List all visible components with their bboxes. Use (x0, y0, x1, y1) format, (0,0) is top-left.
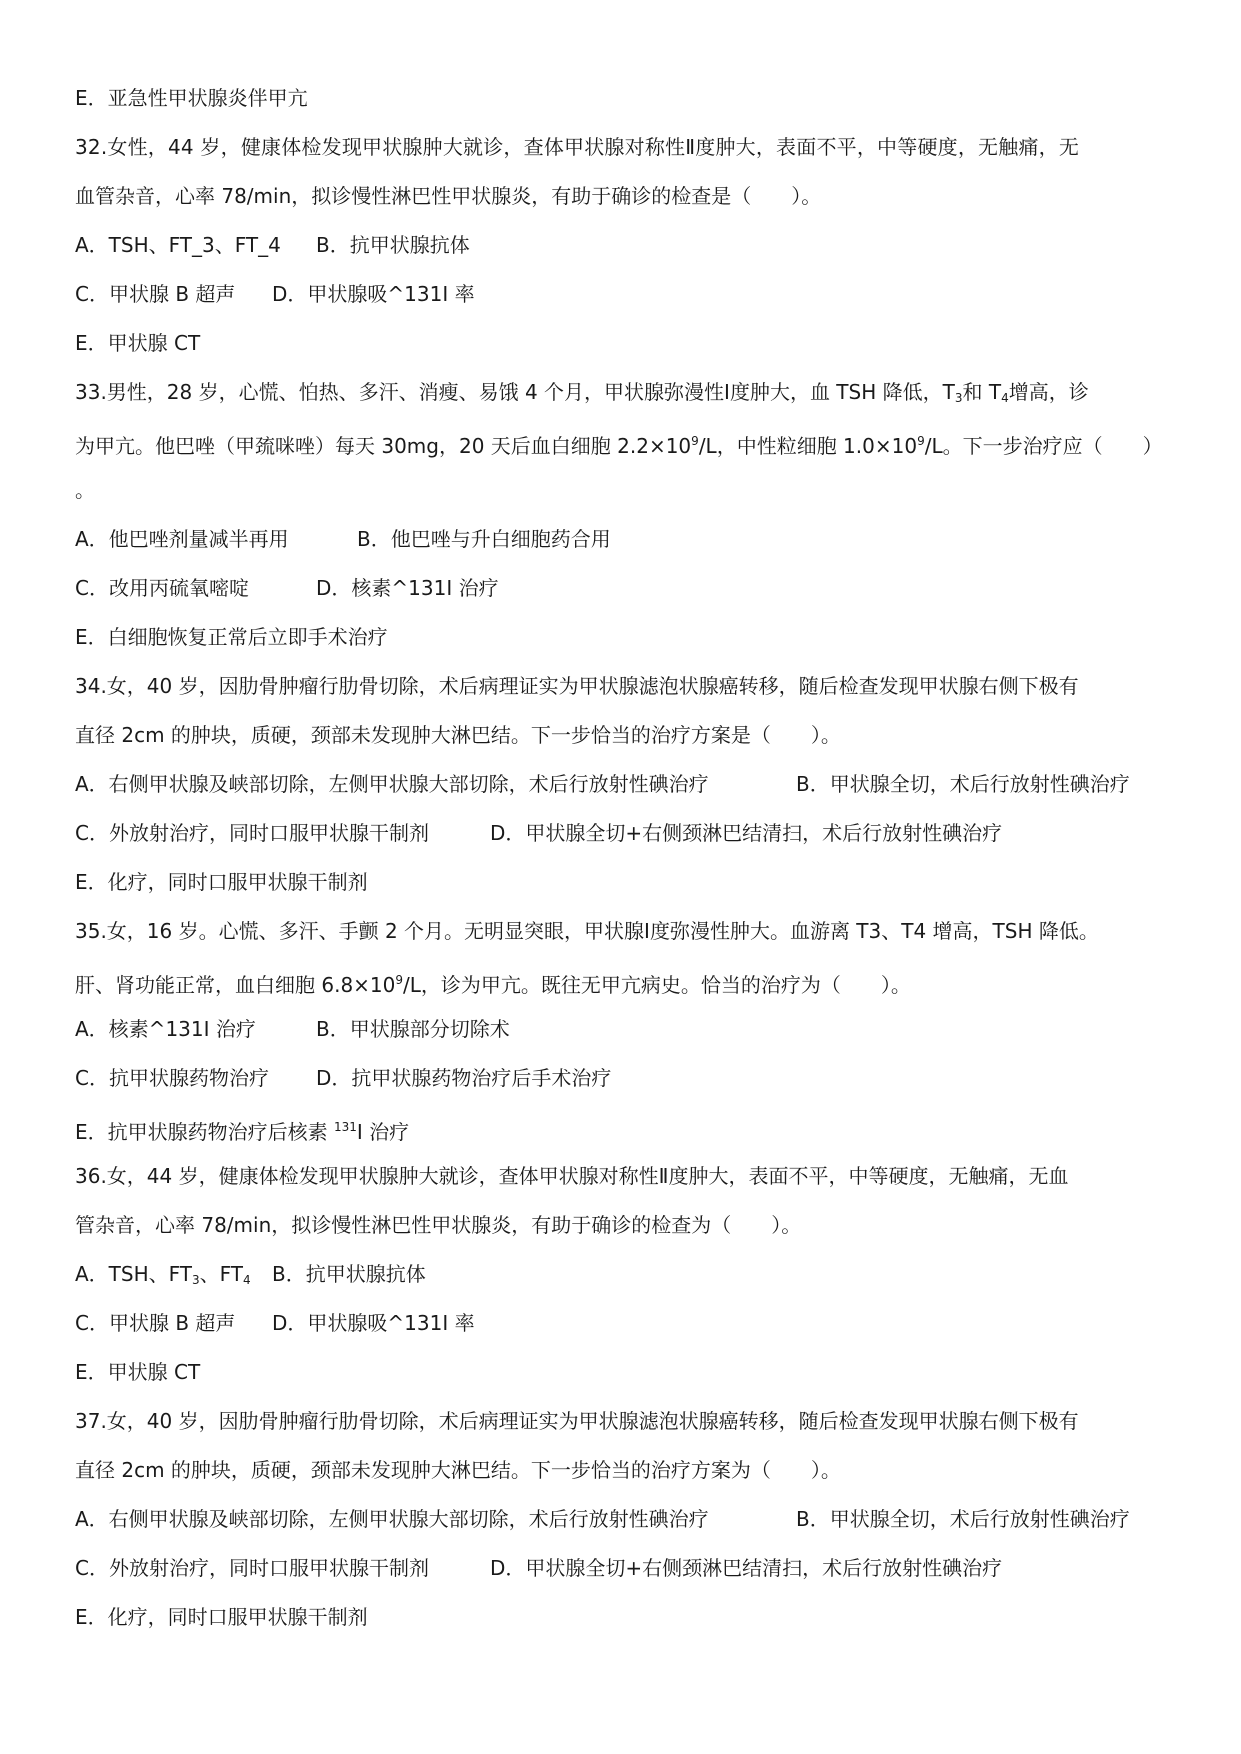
question-33-line-2 (75, 427, 1163, 460)
option-a-q34: A．右侧甲状腺及峡部切除，左侧甲状腺大部切除，术后行放射性碘治疗 (75, 772, 709, 796)
option-e-q37: E．化疗，同时口服甲状腺干制剂 (75, 1605, 368, 1629)
q33-text-part: 为甲亢。他巴唑（甲巯咪唑）每天 30mg，20 天后血白细胞 2.2×10 (75, 434, 692, 458)
option-c-q32: C．甲状腺 B 超声 (75, 282, 236, 306)
question-33-line-1 (75, 378, 1089, 412)
option-a-q36 (75, 1260, 251, 1294)
option-a-q33: A．他巴唑剂量减半再用 (75, 527, 289, 551)
superscript: 9 (395, 973, 404, 987)
question-32-line-2: 血管杂音，心率 78/min，拟诊慢性淋巴性甲状腺炎，有助于确诊的检查是（ ）。 (75, 184, 822, 208)
option-b-q34: B．甲状腺全切，术后行放射性碘治疗 (796, 772, 1130, 796)
option-b-q36: B．抗甲状腺抗体 (272, 1262, 426, 1286)
option-c-q33: C．改用丙硫氧嘧啶 (75, 576, 249, 600)
subscript: 3 (192, 1273, 200, 1287)
q33-text-part: 和 T (962, 380, 1002, 404)
superscript: 9 (917, 434, 925, 448)
question-37-line-1: 37.女，40 岁，因肋骨肿瘤行肋骨切除，术后病理证实为甲状腺滤泡状腺癌转移，随后检查发现甲状腺右侧下极有 (75, 1409, 1079, 1433)
question-34-line-2: 直径 2cm 的肿块，质硬，颈部未发现肿大淋巴结。下一步恰当的治疗方案是（ ）。 (75, 723, 841, 747)
subscript: 3 (954, 391, 963, 405)
question-37-line-2: 直径 2cm 的肿块，质硬，颈部未发现肿大淋巴结。下一步恰当的治疗方案为（ ）。 (75, 1458, 841, 1482)
q33-text-part: 33.男性，28 岁，心慌、怕热、多汗、消瘦、易饿 4 个月，甲状腺弥漫性Ⅰ度肿大，血 TSH 降低，T (75, 380, 955, 404)
option-d-q34: D．甲状腺全切+右侧颈淋巴结清扫，术后行放射性碘治疗 (490, 821, 1003, 845)
question-35-line-1: 35.女，16 岁。心慌、多汗、手颤 2 个月。无明显突眼，甲状腺Ⅰ度弥漫性肿大。血游离 T3、T4 增高，TSH 降低。 (75, 919, 1099, 943)
option-a-q32: A．TSH、FT_3、FT_4 (75, 233, 281, 257)
option-e-q35 (75, 1113, 409, 1146)
q35-option-e-text: I 治疗 (356, 1120, 410, 1144)
question-36-line-2: 管杂音，心率 78/min，拟诊慢性淋巴性甲状腺炎，有助于确诊的检查为（ ）。 (75, 1213, 802, 1237)
option-c-q35: C．抗甲状腺药物治疗 (75, 1066, 269, 1090)
option-b-q32: B．抗甲状腺抗体 (316, 233, 470, 257)
option-d-q36: D．甲状腺吸^131I 率 (272, 1311, 475, 1335)
option-c-q37: C．外放射治疗，同时口服甲状腺干制剂 (75, 1556, 429, 1580)
question-34-line-1: 34.女，40 岁，因肋骨肿瘤行肋骨切除，术后病理证实为甲状腺滤泡状腺癌转移，随后检查发现甲状腺右侧下极有 (75, 674, 1079, 698)
q33-text-part: /L，中性粒细胞 1.0×10 (698, 434, 918, 458)
q35-text-part: 肝、肾功能正常，血白细胞 6.8×10 (75, 973, 396, 997)
option-d-q32: D．甲状腺吸^131I 率 (272, 282, 475, 306)
option-a-q35: A．核素^131I 治疗 (75, 1017, 256, 1041)
q33-text-part: /L。下一步治疗应（ ） (924, 434, 1163, 458)
option-d-q35: D．抗甲状腺药物治疗后手术治疗 (316, 1066, 612, 1090)
question-36-line-1: 36.女，44 岁，健康体检发现甲状腺肿大就诊，查体甲状腺对称性Ⅱ度肿大，表面不平，中等硬度，无触痛，无血 (75, 1164, 1069, 1188)
option-c-q36: C．甲状腺 B 超声 (75, 1311, 236, 1335)
superscript: 9 (691, 434, 699, 448)
option-e-q33: E．白细胞恢复正常后立即手术治疗 (75, 625, 388, 649)
option-e-q32: E．甲状腺 CT (75, 331, 201, 355)
q35-text-part: /L，诊为甲亢。既往无甲亢病史。恰当的治疗为（ ）。 (403, 973, 911, 997)
option-b-q37: B．甲状腺全切，术后行放射性碘治疗 (796, 1507, 1130, 1531)
q33-text-part: 增高，诊 (1008, 380, 1089, 404)
option-d-q37: D．甲状腺全切+右侧颈淋巴结清扫，术后行放射性碘治疗 (490, 1556, 1003, 1580)
option-d-q33: D．核素^131I 治疗 (316, 576, 499, 600)
subscript: 4 (243, 1273, 251, 1287)
superscript: 131 (334, 1120, 357, 1134)
question-33-line-3: 。 (75, 478, 95, 502)
option-b-q33: B．他巴唑与升白细胞药合用 (357, 527, 611, 551)
question-32-line-1: 32.女性，44 岁，健康体检发现甲状腺肿大就诊，查体甲状腺对称性Ⅱ度肿大，表面不平，中等硬度，无触痛，无 (75, 135, 1080, 159)
option-e-q34: E．化疗，同时口服甲状腺干制剂 (75, 870, 368, 894)
option-b-q35: B．甲状腺部分切除术 (316, 1017, 510, 1041)
q36-option-a-text: 、FT (199, 1262, 244, 1286)
option-c-q34: C．外放射治疗，同时口服甲状腺干制剂 (75, 821, 429, 845)
question-35-line-2 (75, 966, 911, 999)
q36-option-a-text: A．TSH、FT (75, 1262, 193, 1286)
option-e-q36: E．甲状腺 CT (75, 1360, 201, 1384)
subscript: 4 (1001, 391, 1009, 405)
q35-option-e-text: E．抗甲状腺药物治疗后核素 (75, 1120, 334, 1144)
option-e-q31: E．亚急性甲状腺炎伴甲亢 (75, 86, 308, 110)
option-a-q37: A．右侧甲状腺及峡部切除，左侧甲状腺大部切除，术后行放射性碘治疗 (75, 1507, 709, 1531)
